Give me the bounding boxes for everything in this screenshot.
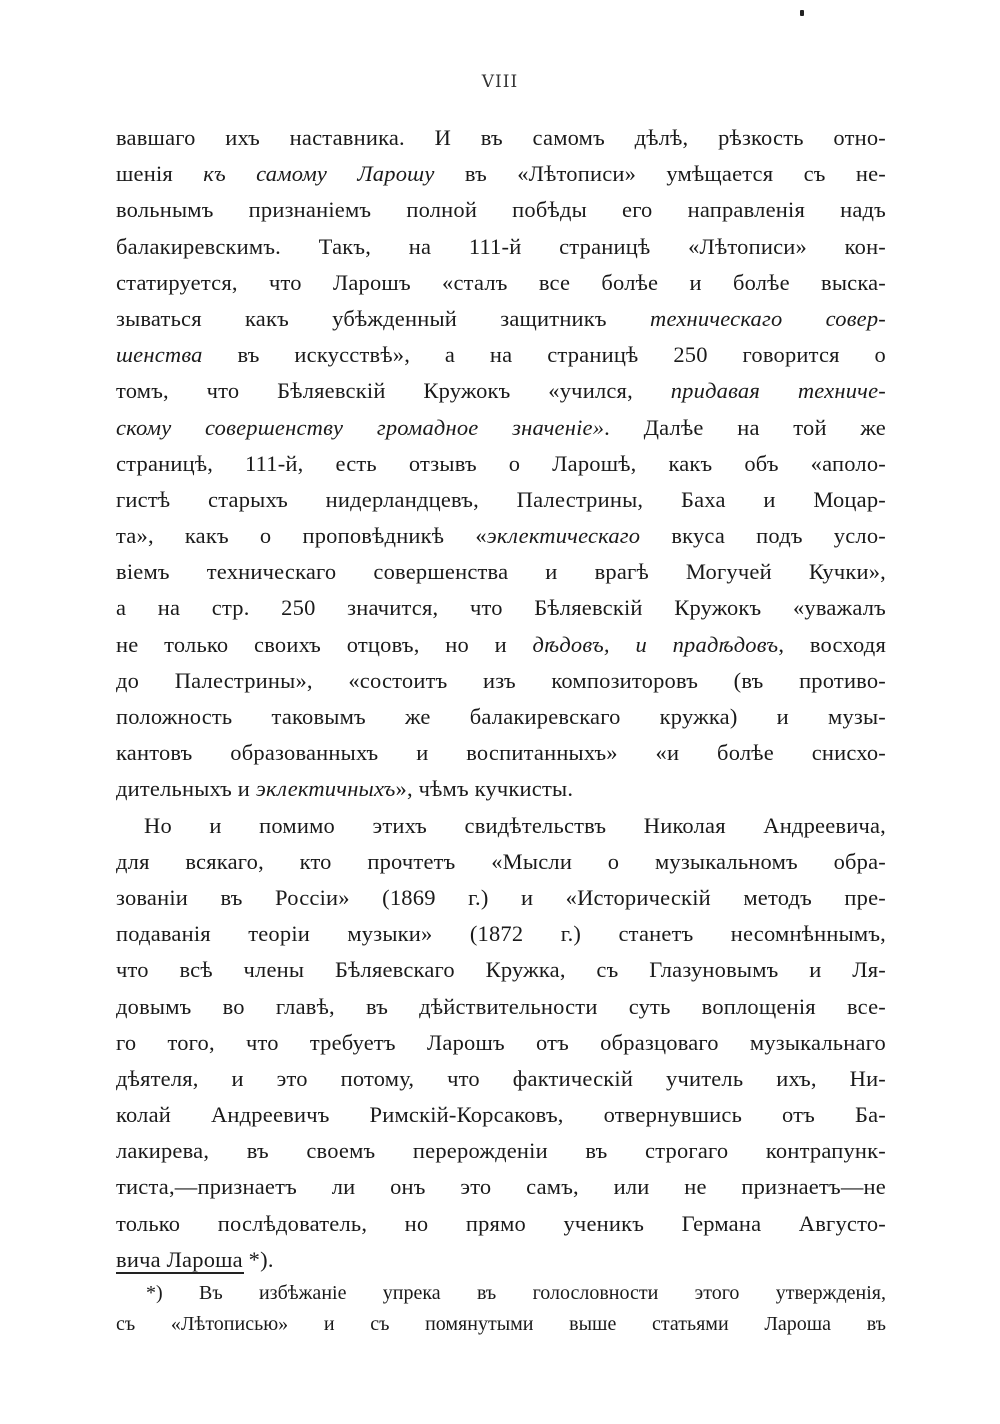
footnote-line: съ «Лѣтописью» и съ помянутыми выше статьями Лароша въ — [116, 1313, 886, 1335]
text-run: віемъ техническаго совершенства и врагѣ Могучей Кучки», — [116, 559, 886, 585]
text-run: вавшаго ихъ наставника. И въ самомъ дѣлѣ, рѣзкость отно- — [116, 125, 886, 150]
text-line — [116, 844, 886, 880]
text-run: вича Лароша *). — [116, 1246, 274, 1272]
italic-quote: скому совершенству громадное значеніе» — [116, 414, 605, 440]
text-run: колай Андреевичъ Римскій-Корсаковъ, отвернувшись отъ Ба- — [116, 1102, 886, 1128]
text-line — [116, 337, 886, 373]
text-run: шенія — [116, 161, 204, 187]
text-run: а на стр. 250 значится, что Бѣляевскій Кружокъ «уважалъ — [116, 595, 886, 621]
text-line — [116, 518, 886, 554]
italic-quote: техническаго совер- — [650, 305, 886, 331]
text-run: для всякаго, кто прочтетъ «Мысли о музыкальномъ обра- — [116, 848, 886, 874]
text-line — [116, 916, 886, 952]
text-line — [116, 627, 886, 663]
page-number: VIII — [481, 72, 519, 92]
text-run: дѣятеля, и это потому, что фактическій учитель ихъ, Ни- — [116, 1065, 886, 1091]
text-line — [116, 735, 886, 771]
italic-quote: къ самому Ларошу — [203, 161, 435, 187]
italic-quote: придавая техниче- — [670, 378, 886, 404]
paragraph — [116, 120, 886, 808]
text-run: положность таковымъ же балакиревскаго кружка) и музы- — [116, 704, 886, 729]
text-run: та», какъ о проповѣдникѣ « — [116, 523, 487, 549]
text-line — [116, 373, 886, 409]
text-line — [116, 1169, 886, 1205]
text-run: не только своихъ отцовъ, но и — [116, 631, 533, 657]
text-run: подаванія теоріи музыки» (1872 г.) станетъ несомнѣннымъ, — [116, 921, 886, 947]
text-run: кантовъ образованныхъ и воспитанныхъ» «и болѣе снисхо- — [116, 740, 886, 766]
text-run: что всѣ члены Бѣляевскаго Кружка, съ Глазуновымъ и Ля- — [116, 957, 886, 983]
text-line — [116, 771, 886, 807]
text-line — [116, 301, 886, 337]
text-run: страницѣ, 111-й, есть отзывъ о Ларошѣ, какъ объ «аполо- — [116, 450, 886, 476]
text-line — [116, 1097, 886, 1133]
text-run: », чѣмъ кучкисты. — [395, 776, 574, 802]
text-line — [116, 120, 886, 156]
text-line — [116, 590, 886, 626]
footnote — [116, 1278, 886, 1340]
text-run: статируется, что Ларошъ «сталъ все болѣе и болѣе выска- — [116, 269, 886, 295]
footnote-divider — [116, 1272, 244, 1274]
text-run: . Далѣе на той же — [604, 414, 886, 440]
text-run: вкуса подъ усло- — [640, 523, 886, 549]
italic-quote: эклектическаго — [486, 523, 641, 549]
text-line — [116, 989, 886, 1025]
text-line — [116, 446, 886, 482]
text-run: въ «Лѣтописи» умѣщается съ не- — [434, 161, 887, 187]
text-run: го того, что требуетъ Ларошъ отъ образцоваго музыкальнаго — [116, 1029, 886, 1055]
text-run: зованіи въ Россіи» (1869 г.) и «Историческій методъ пре- — [116, 884, 886, 910]
text-line — [116, 554, 886, 590]
scan-speck — [800, 10, 804, 16]
text-line — [116, 192, 886, 228]
text-run: зываться какъ убѣжденный защитникъ — [116, 305, 650, 331]
text-line — [116, 1133, 886, 1169]
text-run: только послѣдователь, но прямо ученикъ Германа Августо- — [116, 1210, 886, 1236]
text-run: тиста,—признаетъ ли онъ это самъ, или не признаетъ—не — [116, 1174, 886, 1200]
text-run: дительныхъ и — [116, 776, 256, 802]
text-run: вольнымъ признаніемъ полной побѣды его направленія надъ — [116, 197, 886, 223]
italic-quote: дѣдовъ, и прадѣдовъ — [532, 631, 779, 657]
italic-quote: эклектичныхъ — [255, 776, 396, 802]
text-line — [116, 156, 886, 192]
text-line — [116, 880, 886, 916]
text-line — [116, 410, 886, 446]
text-line — [116, 265, 886, 301]
text-run: томъ, что Бѣляевскій Кружокъ «учился, — [116, 378, 671, 404]
text-line — [116, 952, 886, 988]
footnote-line: *) Въ избѣжаніе упрека въ голословности этого утвержденія, — [146, 1282, 886, 1304]
text-run: гистѣ старыхъ нидерландцевъ, Палестрины, Баха и Моцар- — [116, 486, 886, 512]
text-run: до Палестрины», «состоитъ изъ композиторовъ (въ противо- — [116, 667, 886, 693]
text-line — [116, 808, 886, 844]
text-line — [116, 663, 886, 699]
text-run: довымъ во главѣ, въ дѣйствительности суть воплощенія все- — [116, 993, 886, 1019]
text-run: лакирева, въ своемъ перерожденіи въ строгаго контрапунк- — [116, 1138, 886, 1164]
text-line — [116, 1025, 886, 1061]
text-run: балакиревскимъ. Такъ, на 111-й страницѣ «Лѣтописи» кон- — [116, 233, 886, 259]
text-run: въ искусствѣ», а на страницѣ 250 говорится о — [202, 342, 886, 368]
text-line — [116, 1206, 886, 1242]
text-run: Но и помимо этихъ свидѣтельствъ Николая Андреевича, — [144, 812, 886, 838]
text-line — [116, 482, 886, 518]
text-run: , восходя — [778, 631, 886, 657]
body-text — [116, 120, 886, 1278]
text-line — [116, 229, 886, 265]
italic-quote: шенства — [116, 342, 203, 368]
paragraph — [116, 808, 886, 1278]
text-line — [116, 1061, 886, 1097]
text-line — [116, 699, 886, 735]
